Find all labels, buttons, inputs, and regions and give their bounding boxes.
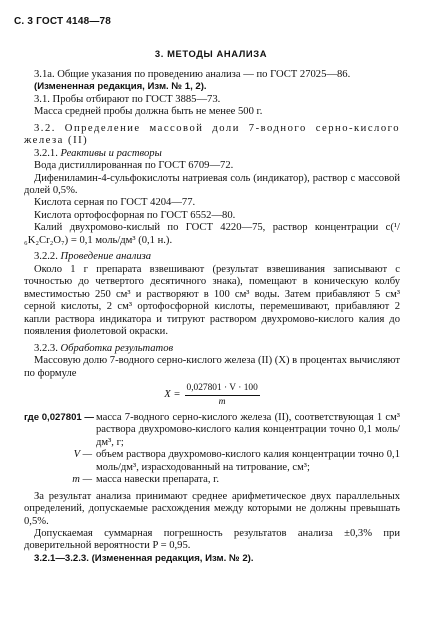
definition-row [24,412,400,449]
formula [24,383,400,408]
definition-text: масса 7-водного серно-кислого железа (II), соответствующая 1 см³ раствора двухромово-кислого калия концентрации точно 0,1 моль/дм³, г; [96,411,400,448]
paragraph-sample-mass: Масса средней пробы должна быть не менее 500 г. [34,106,263,118]
reagent-sulfuric-acid: Кислота серная по ГОСТ 4204—77. [34,197,196,209]
subsection-number: 3.2.1. [34,147,58,159]
result-paragraph: За результат анализа принимают среднее арифметическое двух параллельных определений, допускаемые расхождения между которыми не должны превышать 0,5%. [24,490,400,527]
amendment-note-2: 3.2.1—3.2.3. (Измененная редакция, Изм. № 2). [34,552,254,564]
page-header: С. 3 ГОСТ 4148—78 [14,16,112,27]
formula-numerator: 0,027801 · V · 100 [185,383,260,396]
subsection-3-2-1-title [24,148,400,160]
section-title: 3. МЕТОДЫ АНАЛИЗА [154,48,268,59]
reagent-potassium-dichromate: Калий двухромово-кислый по ГОСТ 4220—75, раствор концентрации c(¹/₆K₂Cr₂O₇) = 0,1 моль/дм³ (0,1 н.). [24,222,400,246]
definition-row [24,474,400,486]
error-paragraph: Допускаемая суммарная погрешность результатов анализа ±0,3% при доверительной вероятности P = 0,95. [24,527,400,552]
subsection-heading: Реактивы и растворы [60,147,162,159]
subsection-3-2-2-title [24,251,400,263]
subsection-3-2-title: 3.2. Определение массовой доли 7-водного серно-кислого железа (II) [24,123,400,147]
subsection-number: 3.2.2. [34,251,58,263]
definition-term: V — [73,449,92,461]
subsection-heading: Проведение анализа [60,251,152,263]
definition-term: где 0,027801 — [24,411,94,423]
document-body [24,69,400,565]
formula-fraction [185,383,260,408]
reagent-water: Вода дистиллированная по ГОСТ 6709—72. [34,160,234,172]
reagent-indicator: Дифениламин-4-сульфокислоты натриевая соль (индикатор), раствор с массовой долей 0,5%. [24,172,400,197]
amendment-note-1: (Измененная редакция, Изм. № 1, 2). [34,81,207,93]
formula-intro: Массовую долю 7-водного серно-кислого железа (II) (X) в процентах вычисляют по формуле [24,355,400,379]
reagent-phosphoric-acid: Кислота ортофосфорная по ГОСТ 6552—80. [34,209,236,221]
subsection-heading: Обработка результатов [60,342,174,354]
analysis-procedure: Около 1 г препарата взвешивают (результат взвешивания записывают с точностью до четвертого десятичного знака), помещают в коническую колбу вместимостью 250 см³ и растворяют в 100 см³ воды. Затем прибавляют 5 см³ серной кислоты, 2 см³ ортофосфорной кислоты, перемешивают, прибавляют 2 капли раствора индикатора и титруют раствором двухромово-кислого калия до появления фиолетовой окраски. [24,263,400,337]
formula-denominator: m [218,395,226,407]
definition-text: масса навески препарата, г. [96,473,219,485]
formula-lhs: X = [164,389,181,401]
paragraph-3-1a: 3.1а. Общие указания по проведению анализа — по ГОСТ 27025—86. [34,69,351,80]
subsection-number: 3.2.3. [34,342,58,354]
definition-row [24,449,400,474]
definition-text: объем раствора двухромово-кислого калия концентрации точно 0,1 моль/дм³, израсходованный на титрование, см³; [96,449,400,473]
subsection-3-2-3-title [24,343,400,355]
definition-term: m — [72,473,92,485]
paragraph-3-1: 3.1. Пробы отбирают по ГОСТ 3885—73. [34,93,221,105]
